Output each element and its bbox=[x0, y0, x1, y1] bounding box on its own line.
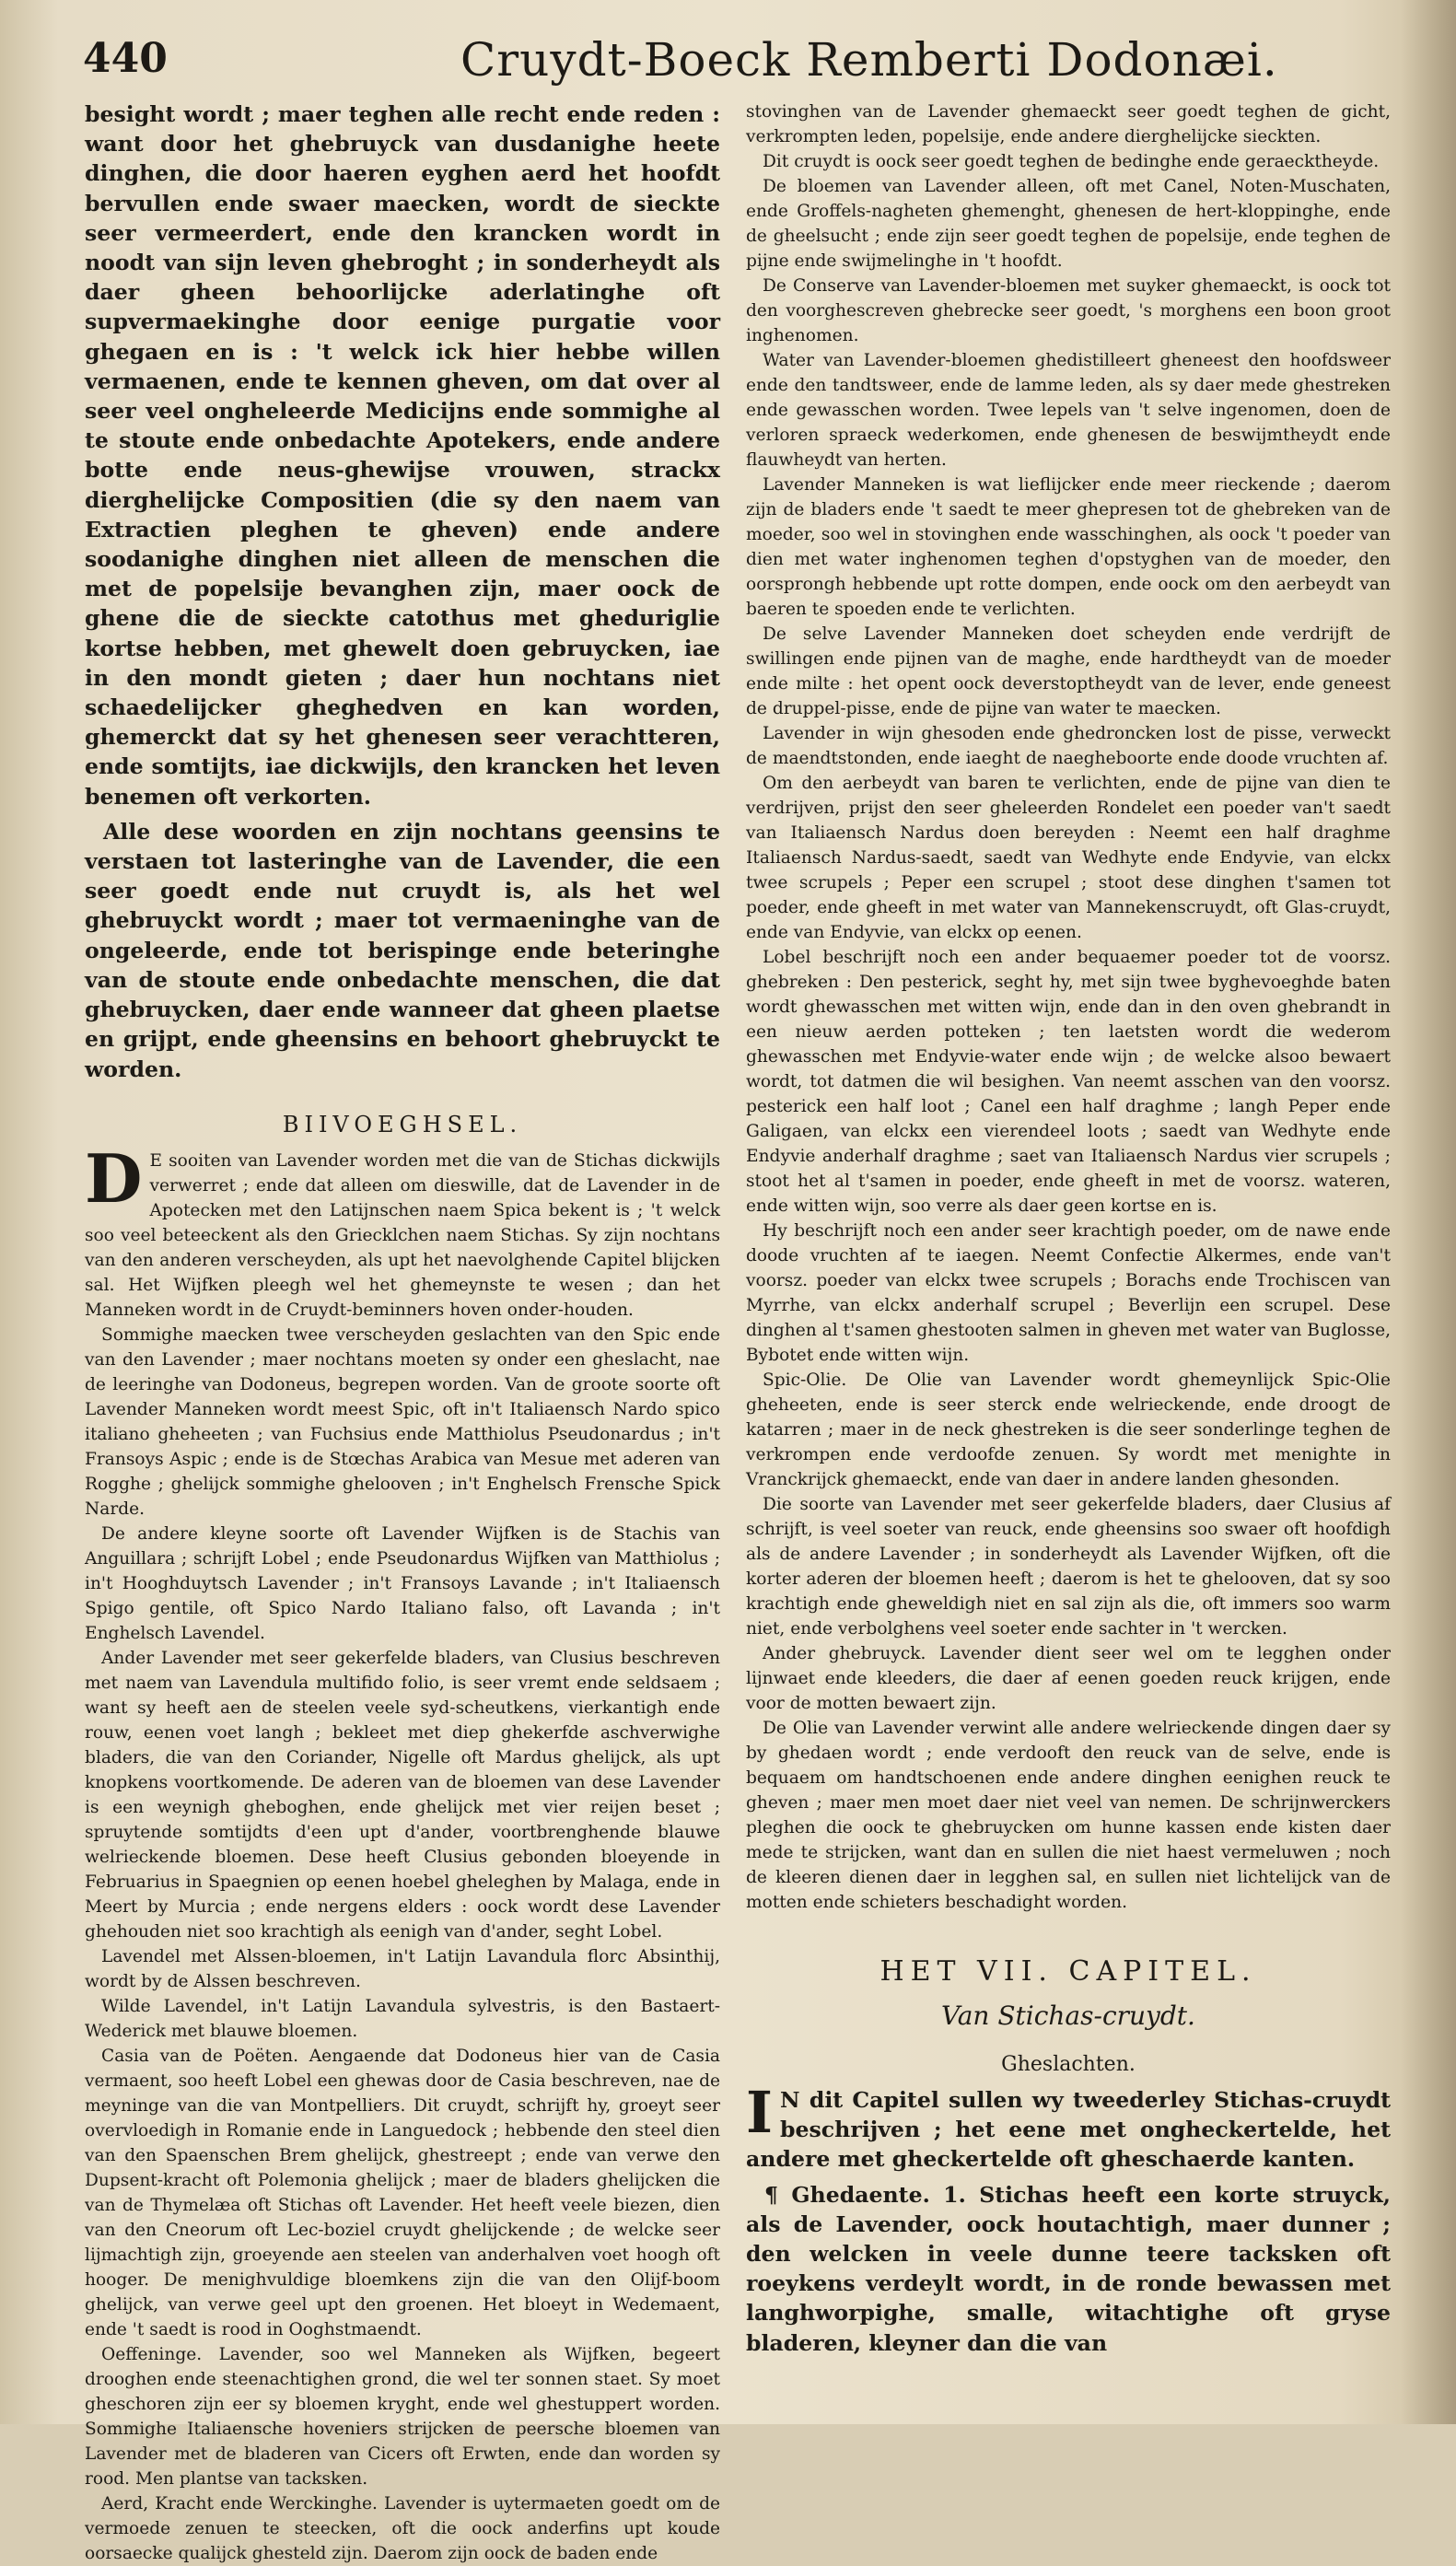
section-heading-bijvoeghsel: BIIVOEGHSEL. bbox=[282, 1111, 523, 1137]
left-column bbox=[85, 99, 720, 2563]
chapter-heading: HET VII. CAPITEL. bbox=[879, 1955, 1257, 1988]
page-edge-shadow bbox=[1401, 0, 1456, 2424]
addendum-paragraph: Lavendel met Alssen-bloemen, in't Latijn Lavandula florc Absinthij, wordt by de Alssen beschreven. bbox=[85, 1946, 720, 1991]
chapter-paragraph: ¶ Ghedaente. 1. Stichas heeft een korte struyck, als de Lavender, oock houtachtigh, maer dunner ; den welcken in veele dunne teere tacksken oft roeykens verdeylt wordt, in de ronde bewassen met langhworpighe, smalle, witachtighe oft gryse bladeren, kleyner dan die van bbox=[746, 2181, 1391, 2356]
body-paragraph: Lavender Manneken is wat lieflijcker ende meer rieckende ; daerom zijn de bladers ende 't saedt te meer ghepresen tot de ghebreken van de moeder, soo wel in stovinghen ende wasschinghen, als oock 't poeder van dien met water inghenomen teghen d'opstyghen van de moeder, den oorsprongh hebbende upt rotte dompen, ende oock om den aerbeydt van baeren te spoeden ende te verlichten. bbox=[746, 475, 1391, 619]
body-paragraph: besight wordt ; maer teghen alle recht ende reden : want door het ghebruyck van dusdanighe heete dinghen, die door haeren eyghen aerd het hoofdt bervullen ende swaer maecken, wordt de sieckte seer vermeerdert, ende den krancken wordt in noodt van sijn leven ghebroght ; in sonderheydt als daer gheen behoorlijcke aderlatinghe oft supvermaekinghe door eenige purgatie voor ghegaen en is : 't welck ick hier hebbe willen vermaenen, ende te kennen gheven, om dat over al seer veel ongheleerde Medicijns ende sommighe al te stoute ende onbedachte Apotekers, ende andere botte ende neus-ghewijse vrouwen, strackx dierghelijcke Compositien (die sy den naem van Extractien pleghen te gheven) ende andere soodanighe dinghen niet alleen de menschen die met de popelsije bevanghen zijn, maer oock de ghene die de sieckte catothus met gheduriglie kortse hebben, met ghewelt doen gebruycken, iae in den mondt gieten ; daer hun nochtans niet schaedelijcker gheghedven en kan worden, ghemerckt dat sy het ghenesen seer verachtteren, ende somtijts, iae dickwijls, den krancken het leven benemen oft verkorten. bbox=[85, 101, 720, 810]
addendum-paragraph: De andere kleyne soorte oft Lavender Wijfken is de Stachis van Anguillara ; schrijft Lobel ; ende Pseudonardus Wijfken van Matthiolus ; in't Hooghduytsch Lavender ; in't Fransoys Lavande ; in't Italiaensch Spigo gentile, oft Spico Nardo Italiano falso, oft Lavanda ; in't Enghelsch Lavendel. bbox=[85, 1523, 720, 1643]
right-column bbox=[746, 99, 1391, 2356]
body-paragraph: Lobel beschrijft noch een ander bequaemer poeder tot de voorsz. ghebreken : Den pesterick, seght hy, met sijn twee byghevoeghde baten wordt ghewasschen met witten wijn, ende dan in den oven ghebrandt in een nieuw aerden potteken ; ten laetsten wordt die wederom ghewasschen met Endyvie-water ende wijn ; de welcke alsoo bewaert wordt, tot datmen die wil besighen. Van neemt asschen van den voorsz. pesterick een half loot ; Canel een half draghme ; langh Peper ende Galigaen, van elckx een vierendeel loots ; saedt van Wedhyte ende Endyvie anderhalf draghme ; saet van Italiaensch Nardus vier scrupels ; stoot het al t'samen in poeder, ende gheeft in met de voorsz. wateren, ende witten wijn, soo verre als daer geen kortse en is. bbox=[746, 948, 1391, 1216]
body-paragraph: De bloemen van Lavender alleen, oft met Canel, Noten-Muschaten, ende Groffels-nagheten ghemenght, ghenesen de hert-kloppinghe, ende de gheelsucht ; ende zijn seer goedt teghen de popelsije, ende teghen de pijne ende swijmelinghe in 't hoofdt. bbox=[746, 177, 1391, 271]
body-paragraph: De Conserve van Lavender-bloemen met suyker ghemaeckt, is oock tot den voorghescreven ghebrecke seer goedt, 's morghens een boon groot inghenomen. bbox=[746, 276, 1391, 345]
body-paragraph: De Olie van Lavender verwint alle andere welrieckende dingen daer sy by ghedaen wordt ; ende verdooft den reuck van de selve, ende is bequaem om handtschoenen ende andere dinghen eenighen reuck te gheven ; maer men moet daer niet veel van nemen. De schrijnwerckers pleghen die oock te ghebruycken om hunne kassen ende kisten daer mede te strijcken, want dan en sullen die niet haest vermeluwen ; noch de kleeren dienen daer in legghen sal, en sullen niet lichtelijck van de motten ende schieters beschadight worden. bbox=[746, 1719, 1391, 1912]
body-paragraph: Hy beschrijft noch een ander seer krachtigh poeder, om de nawe ende doode vruchten af te iaegen. Neemt Confectie Alkermes, ende van't voorsz. poeder van elckx twee scrupels ; Borachs ende Trochiscen van Myrrhe, van elckx anderhalf scrupel ; Beverlijn een scrupel. Dese dinghen al t'samen ghestooten salmen in gheven met water van Buglosse, Bybotet ende witten wijn. bbox=[746, 1221, 1391, 1365]
drop-cap: I bbox=[746, 2079, 774, 2146]
body-paragraph: Alle dese woorden en zijn nochtans geensins te verstaen tot lasteringhe van de Lavender, die een seer goedt ende nut cruydt is, als het wel ghebruyckt wordt ; maer tot vermaeninghe van de ongeleerde, ende tot berispinge ende beteringhe van de stoute ende onbedachte menschen, die dat ghebruycken, daer ende wanneer dat gheen plaetse en grijpt, ende gheensins en behoort ghebruyckt te worden. bbox=[85, 818, 720, 1082]
addendum-paragraph bbox=[85, 1138, 720, 1323]
body-paragraph: Water van Lavender-bloemen ghedistilleert gheneest den hoofdsweer ende den tandtsweer, ende de lamme leden, als sy daer mede ghestreken ende gewasschen worden. Twee lepels van 't selve ingenomen, doen de verloren spraeck wederkomen, ende ghenesen de beswijmtheydt ende flauwheydt van herten. bbox=[746, 351, 1391, 470]
addendum-paragraph: Aerd, Kracht ende Werckinghe. Lavender is uytermaeten goedt om de vermoede zenuen te steecken, oft die oock anderfins upt koude oorsaecke qualijck ghesteld zijn. Daerom zijn oock de baden ende bbox=[85, 2493, 720, 2563]
body-paragraph: Spic-Olie. De Olie van Lavender wordt ghemeynlijck Spic-Olie gheheeten, ende is seer sterck ende welrieckende, ende droogt de katarren ; maer in de neck ghestreken is die seer sonderlinge teghen de verkrompen ende verdoofde zenuen. Sy wordt met menighte in Vranckrijck ghemaeckt, ende van daer in andere landen ghesonden. bbox=[746, 1370, 1391, 1489]
section-heading-gheslachten: Gheslachten. bbox=[1001, 2053, 1136, 2076]
body-paragraph: Die soorte van Lavender met seer gekerfelde bladers, daer Clusius af schrijft, is veel soeter van reuck, ende gheensins soo swaer oft hoofdigh als de andere Lavender ; in sonderheydt als Lavender Wijfken, oft die korter aderen der bloemen heeft ; daerom is het te ghelooven, dat sy soo krachtigh ende gheweldigh niet en sal zijn als die, oft immers soo warm niet, ende verbolghens veel soeter ende sachter in 't wercken. bbox=[746, 1495, 1391, 1639]
body-paragraph: De selve Lavender Manneken doet scheyden ende verdrijft de swillingen ende pijnen van de maghe, ende hardtheydt van de moeder ende milte : het opent oock deverstoptheydt van de lever, ende geneest de druppel-pisse, ende de pijne van water te maecken. bbox=[746, 624, 1391, 718]
body-paragraph: Lavender in wijn ghesoden ende ghedroncken lost de pisse, verweckt de maendtstonden, ende iaeght de naegheboorte ende doode vruchten af. bbox=[746, 724, 1391, 768]
addendum-paragraph: Casia van de Poëten. Aengaende dat Dodoneus hier van de Casia vermaent, soo heeft Lobel een ghewas door de Casia beschreven, nae de meyninge van die van Montpelliers. Dit cruydt, schrijft hy, groeyt seer overvloedigh in Romanie ende in Languedock ; hebbende den steel dien van den Spaenschen Brem ghelijck, ghestreept ; ende van verwe den Dupsent-kracht oft Polemonia ghelijck ; maer de bladers ghelijcken die van de Thymelæa oft Stichas oft Lavender. Het heeft veele biezen, dien van den Cneorum oft Lec-boziel cruydt ghelijckende ; de welcke seer lijmachtigh zijn, groeyende aen steelen van anderhalven voet hoogh oft hooger. De menighvuldige bloemkens zijn die van den Olijf-boom ghelijck, van verwe geel upt den groenen. Het bloeyt in Wedemaent, ende 't saedt is rood in Ooghstmaendt. bbox=[85, 2046, 720, 2339]
running-title: Cruydt-Boeck Remberti Dodonæi. bbox=[460, 33, 1278, 87]
addendum-paragraph: Oeffeninge. Lavender, soo wel Manneken als Wijfken, begeert drooghen ende steenachtighen grond, die wel ter sonnen staet. Sy moet gheschoren zijn eer sy bloemen kryght, ende wel ghestuppert worden. Sommighe Italiaensche hoveniers strijcken de peersche bloemen van Lavender met de bladeren van Cicers oft Erwten, ende dan worden sy rood. Men plantse van tacksken. bbox=[85, 2344, 720, 2489]
body-paragraph: Ander ghebruyck. Lavender dient seer wel om te legghen onder lijnwaet ende kleeders, die daer af eenen goeden reuck krijgen, ende voor de motten bewaert zijn. bbox=[746, 1644, 1391, 1713]
page-header bbox=[83, 28, 1355, 101]
addendum-text: E sooiten van Lavender worden met die van de Stichas dickwijls verwerret ; ende dat alleen om dieswille, dat de Lavender in de Apotecken met den Latijnschen naem Spica bekent is ; 't welck soo veel beteeckent als den Griecklchen naem Stichas. Sy zijn nochtans van den anderen verscheyden, als upt het naevolghende Capitel blijcken sal. Het Wijfken pleegh wel het ghemeynste te wesen ; dan het Manneken wordt in de Cruydt-beminners hoven onder-houden. bbox=[85, 1150, 720, 1320]
body-paragraph: Dit cruydt is oock seer goedt teghen de bedinghe ende geraecktheyde. bbox=[763, 152, 1380, 171]
addendum-paragraph: Ander Lavender met seer gekerfelde bladers, van Clusius beschreven met naem van Lavendula multifido folio, is seer vremt ende seldsaem ; want sy heeft aen de steelen veele syd-scheutkens, vierkantigh ende rouw, eenen voet langh ; bekleet met diep ghekerfde aschverwighe bladers, die van den Coriander, Nigelle oft Mardus ghelijck, als upt knopkens voortkomende. De aderen van de bloemen van dese Lavender is een weynigh gheboghen, ende ghelijck met vier reijen beset ; spruytende somtijdts d'een upt d'ander, voortbrenghende blauwe welrieckende bloemen. Dese heeft Clusius gebonden bloeyende in Februarius in Spaegnien op eenen hoebel gheleghen by Malaga, ende in Meert by Murcia ; ende nergens elders : oock wordt dese Lavender ghehouden niet soo krachtigh als eenigh van d'ander, seght Lobel. bbox=[85, 1648, 720, 1942]
body-paragraph: stovinghen van de Lavender ghemaeckt seer goedt teghen de gicht, verkrompten leden, popelsije, ende andere dierghelijcke sieckten. bbox=[746, 102, 1391, 146]
chapter-text: N dit Capitel sullen wy tweederley Stichas-cruydt beschrijven ; het eene met ongheckertelde, het andere met gheckertelde oft gheschaerde kanten. bbox=[746, 2087, 1391, 2173]
addendum-paragraph: Sommighe maecken twee verscheyden geslachten van den Spic ende van den Lavender ; maer nochtans moeten sy onder een gheslacht, nae de leeringhe van Dodoneus, begrepen worden. Van de groote soorte oft Lavender Manneken wordt meest Spic, oft in't Italiaensch Nardo spico italiano gheheeten ; van Fuchsius ende Matthiolus Pseudonardus ; in't Fransoys Aspic ; ende is de Stœchas Arabica van Mesue met aderen van Rogghe ; ghelijck sommighe ghelooven ; in't Enghelsch Frensche Spick Narde. bbox=[85, 1324, 720, 1519]
chapter-subtitle: Van Stichas-cruydt. bbox=[941, 2000, 1195, 2031]
chapter-paragraph bbox=[746, 2079, 1391, 2175]
drop-cap: D bbox=[85, 1138, 143, 1218]
page-number: 440 bbox=[83, 35, 168, 82]
addendum-paragraph: Wilde Lavendel, in't Latijn Lavandula sylvestris, is den Bastaert-Wederick met blauwe bloemen. bbox=[85, 1996, 720, 2041]
body-paragraph: Om den aerbeydt van baren te verlichten, ende de pijne van dien te verdrijven, prijst den seer gheleerden Rondelet een poeder van't saedt van Italiaensch Nardus doen bereyden : Neemt een half draghme Italiaensch Nardus-saedt, saedt van Wedhyte ende Endyvie, van elckx twee scrupels ; Peper een scrupel ; stoot dese dinghen t'samen tot poeder, ende gheeft in met water van Mannekenscruydt, oft Glas-cruydt, ende van Endyvie, van elckx op eenen. bbox=[746, 774, 1391, 942]
